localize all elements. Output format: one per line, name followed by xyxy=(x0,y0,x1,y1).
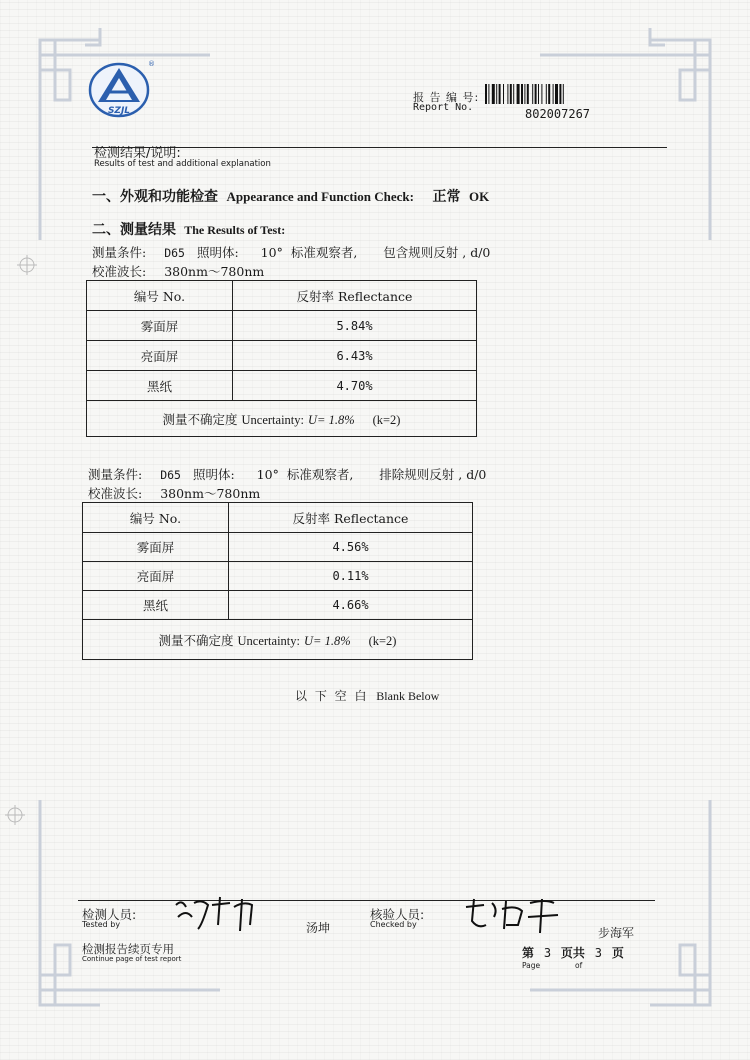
uncertainty-value: U= 1.8% xyxy=(303,633,351,648)
observer-value: 10° xyxy=(256,467,279,482)
reflectance-value: 5.84% xyxy=(233,311,477,341)
continue-page-cn: 检测报告续页专用 xyxy=(82,942,174,956)
illuminant-label: 照明体: xyxy=(196,245,239,260)
reflectance-value: 4.70% xyxy=(233,371,477,401)
company-logo xyxy=(88,60,155,118)
tested-by-label-cn: 检测人员: xyxy=(82,907,137,922)
col-header-reflectance: 反射率 Reflectance xyxy=(233,281,477,311)
table-row xyxy=(83,591,473,620)
illuminant-value: D65 xyxy=(164,246,185,260)
wavelength-line-1 xyxy=(92,262,264,280)
sample-name: 亮面屏 xyxy=(83,562,229,591)
reflectance-table-1 xyxy=(86,280,477,437)
logo-text: SZJL xyxy=(107,106,131,116)
col-header-no: 编号 No. xyxy=(87,281,233,311)
wavelength-label: 校准波长: xyxy=(88,486,143,501)
sample-name: 黑纸 xyxy=(83,591,229,620)
continue-page-en: Continue page of test report xyxy=(82,955,182,963)
page-number: 3 xyxy=(543,946,552,960)
uncertainty-label-en: Uncertainty: xyxy=(237,633,300,648)
report-no-label-cn: 报 告 编 号: xyxy=(413,91,480,104)
page-label-en: Page xyxy=(522,961,541,970)
uncertainty-value: U= 1.8% xyxy=(307,412,355,427)
report-no-label-en: Report No. xyxy=(413,102,474,113)
results-heading-cn: 检测结果/说明: xyxy=(94,146,181,161)
measurement-title-cn: 二、测量结果 xyxy=(92,222,176,238)
sample-name: 亮面屏 xyxy=(87,341,233,371)
wavelength-value: 380nm～780nm xyxy=(164,264,265,279)
observer-label: 标准观察者, xyxy=(290,245,358,260)
barcode-graphic xyxy=(485,84,631,104)
report-no-value: 802007267 xyxy=(525,107,591,121)
table-row xyxy=(87,341,477,371)
table-row xyxy=(87,311,477,341)
uncertainty-row xyxy=(83,620,473,660)
appearance-title-en: Appearance and Function Check: xyxy=(226,189,414,204)
page-label-cn: 第 xyxy=(522,946,535,960)
conditions-line-2 xyxy=(88,465,486,483)
uncertainty-label-cn: 测量不确定度 xyxy=(162,411,238,427)
blank-below-cn: 以 下 空 白 xyxy=(295,689,369,703)
checker-name: 步海军 xyxy=(598,926,635,940)
table-row xyxy=(87,371,477,401)
geometry-value: 排除规则反射 , d/0 xyxy=(379,467,487,482)
uncertainty-label-cn: 测量不确定度 xyxy=(158,632,234,648)
measurement-title-en: The Results of Test: xyxy=(184,223,286,237)
sample-name: 黑纸 xyxy=(87,371,233,401)
tester-signature-scribble xyxy=(172,895,272,935)
logo-icon xyxy=(88,62,150,118)
conditions-label: 测量条件: xyxy=(92,245,147,260)
results-heading-en: Results of test and additional explanation xyxy=(94,159,271,169)
checker-signature xyxy=(462,895,572,937)
page-of-en: of xyxy=(575,961,583,970)
barcode xyxy=(485,84,631,104)
col-header-no: 编号 No. xyxy=(83,503,229,533)
appearance-line xyxy=(92,186,489,206)
tester-signature xyxy=(172,895,272,935)
geometry-value: 包含规则反射 , d/0 xyxy=(383,245,491,260)
table-row xyxy=(83,562,473,591)
reflectance-table-2 xyxy=(82,502,473,660)
coverage-factor: (k=2) xyxy=(372,412,401,427)
page-total: 3 xyxy=(594,946,602,960)
wavelength-value: 380nm～780nm xyxy=(160,486,261,501)
conditions-line-1 xyxy=(92,243,490,261)
checked-by-label-cn: 核验人员: xyxy=(370,907,425,922)
appearance-result-en: OK xyxy=(469,189,490,204)
sample-name: 雾面屏 xyxy=(87,311,233,341)
wavelength-line-2 xyxy=(88,484,260,502)
reflectance-value: 0.11% xyxy=(229,562,473,591)
uncertainty-row xyxy=(87,401,477,437)
page-indicator xyxy=(522,944,624,961)
registered-mark: ® xyxy=(148,60,155,68)
illuminant-label: 照明体: xyxy=(192,467,235,482)
page-of-cn: 页共 xyxy=(560,946,585,960)
reflectance-value: 4.66% xyxy=(229,591,473,620)
coverage-factor: (k=2) xyxy=(368,633,397,648)
blank-below-en: Blank Below xyxy=(376,689,440,703)
observer-label: 标准观察者, xyxy=(286,467,354,482)
blank-below-note xyxy=(295,687,439,704)
reflectance-value: 4.56% xyxy=(229,533,473,562)
illuminant-value: D65 xyxy=(160,468,181,482)
tester-name: 汤坤 xyxy=(306,921,331,935)
sample-name: 雾面屏 xyxy=(83,533,229,562)
appearance-result-cn: 正常 xyxy=(432,189,461,205)
checker-signature-scribble xyxy=(462,895,572,937)
wavelength-label: 校准波长: xyxy=(92,264,147,279)
appearance-title-cn: 一、外观和功能检查 xyxy=(92,189,218,205)
uncertainty-label-en: Uncertainty: xyxy=(241,412,304,427)
reflectance-value: 6.43% xyxy=(233,341,477,371)
col-header-reflectance: 反射率 Reflectance xyxy=(229,503,473,533)
tested-by-label-en: Tested by xyxy=(82,920,121,929)
observer-value: 10° xyxy=(260,245,283,260)
measurement-line xyxy=(92,219,285,239)
table-row xyxy=(83,533,473,562)
page-end-cn: 页 xyxy=(611,946,624,960)
checked-by-label-en: Checked by xyxy=(370,920,417,929)
conditions-label: 测量条件: xyxy=(88,467,143,482)
